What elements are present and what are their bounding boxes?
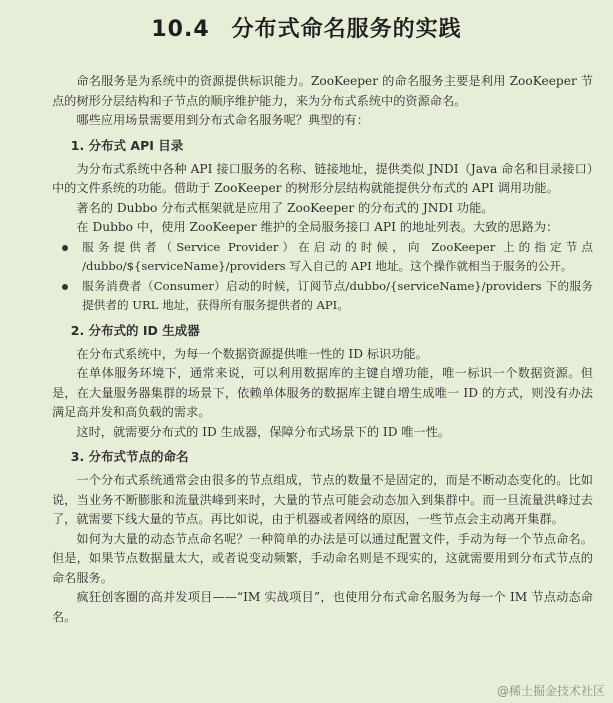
paragraph: 著名的 Dubbo 分布式框架就是应用了 ZooKeeper 的分布式的 JNDI 功能。 bbox=[76, 200, 494, 215]
section-number: 10.4 bbox=[151, 17, 210, 42]
section-title: 分布式命名服务的实践 bbox=[231, 17, 462, 42]
subsection-heading-api-directory: 1. 分布式 API 目录 bbox=[70, 137, 184, 153]
paragraph: 在 Dubbo 中，使用 ZooKeeper 维护的全局服务接口 API 的地址列表。大致的思路为： bbox=[76, 220, 559, 234]
bullet-item bbox=[52, 238, 593, 277]
section-heading bbox=[0, 12, 613, 43]
paragraph: 一个分布式系统通常会由很多的节点组成，节点的数量不是固定的，而是不断动态变化的。比如说，当业务不断膨胀和流量洪峰到来时，大量的节点可能会动态加入到集群中。而一旦流量洪峰过去了，就需要下线大量的节点。再比如说，由于机器或者网络的原因，一些节点会主动离开集群。 bbox=[52, 473, 593, 526]
paragraph: 如何为大量的动态节点命名呢？一种简单的办法是可以通过配置文件，手动为每一个节点命名。但是，如果节点数据量太大，或者说变动频繁，手动命名则是不现实的，这就需要用到分布式节点的命名服务。 bbox=[52, 531, 593, 585]
paragraph: 在单体服务环境下，通常来说，可以利用数据库的主键自增功能，唯一标识一个数据资源。但是，在大量服务器集群的场景下，依赖单体服务的数据库主键自增生成唯一 ID 的方式，则没有办法满足高并发和高负载的需求。 bbox=[52, 366, 593, 419]
watermark: @稀土掘金技术社区 bbox=[496, 684, 605, 698]
intro-question: 哪些应用场景需要用到分布式命名服务呢？典型的有： bbox=[76, 113, 369, 127]
bullet-text: 服务消费者（Consumer）启动的时候，订阅节点/dubbo/{serviceName}/providers 下的服务提供者的 URL 地址，获得所有服务提供者的 API。 bbox=[82, 278, 593, 312]
bullet-dot-icon bbox=[62, 284, 68, 290]
paragraph: 为分布式系统中各种 API 接口服务的名称、链接地址，提供类似 JNDI（Java 命名和目录接口）中的文件系统的功能。借助于 ZooKeeper 的树形分层结构就能提供分布式的 API 调用功能。 bbox=[52, 161, 593, 195]
body-text bbox=[52, 72, 593, 627]
subsection-heading-node-naming: 3. 分布式节点的命名 bbox=[70, 449, 189, 464]
paragraph: 这时，就需要分布式的 ID 生成器，保障分布式场景下的 ID 唯一性。 bbox=[76, 424, 451, 439]
subsection-heading-id-generator: 2. 分布式的 ID 生成器 bbox=[70, 322, 200, 338]
paragraph: 疯狂创客圈的高并发项目——“IM 实战项目”，也使用分布式命名服务为每一个 IM 节点动态命名。 bbox=[52, 590, 593, 624]
bullet-dot-icon bbox=[62, 245, 68, 251]
bullet-text: 服务提供者（Service Provider）在启动的时候，向 ZooKeeper 上的指定节点 /dubbo/${serviceName}/providers 写入自己的 API 地址。这个操作就相当于服务的公开。 bbox=[82, 239, 593, 273]
intro-paragraph: 命名服务是为系统中的资源提供标识能力。ZooKeeper 的命名服务主要是利用 ZooKeeper 节点的树形分层结构和子节点的顺序维护能力，来为分布式系统中的资源命名。 bbox=[52, 74, 593, 108]
bullet-item bbox=[52, 277, 593, 316]
paragraph: 在分布式系统中，为每一个数据资源提供唯一性的 ID 标识功能。 bbox=[76, 346, 428, 361]
